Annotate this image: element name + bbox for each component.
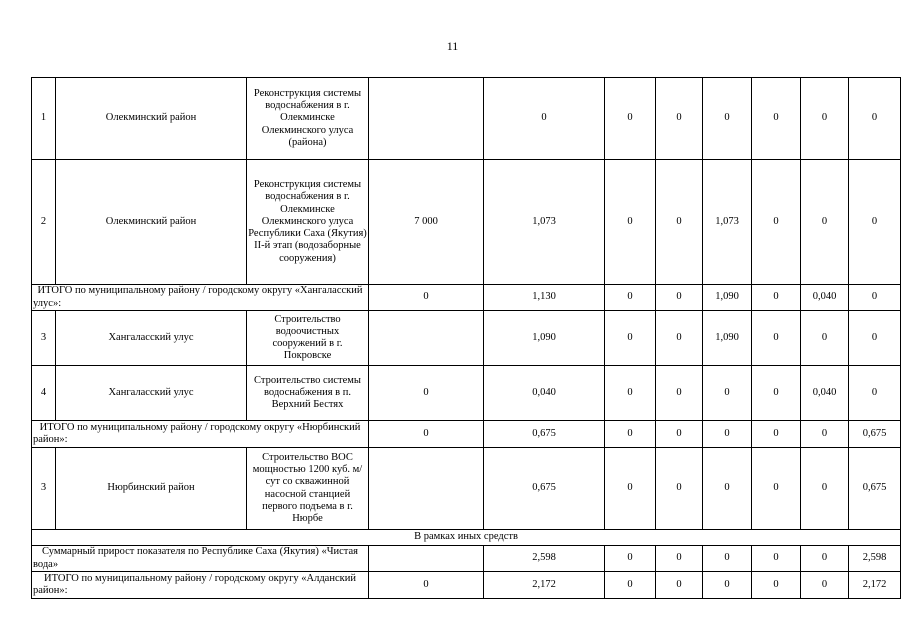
district-cell: Олекминский район	[56, 160, 247, 285]
value-cell	[369, 546, 484, 572]
value-cell: 1,073	[703, 160, 752, 285]
table-row	[32, 78, 901, 160]
value-cell: 0	[801, 546, 849, 572]
value-cell: 0	[369, 572, 484, 599]
value-cell: 0	[484, 78, 605, 160]
value-cell: 0	[703, 546, 752, 572]
value-cell: 0	[656, 285, 703, 311]
value-cell: 0	[605, 448, 656, 530]
section-header-row	[32, 530, 901, 546]
value-cell: 0	[656, 366, 703, 421]
summary-row	[32, 546, 901, 572]
total-label: ИТОГО по муниципальному району / городскому округу «Хангаласский улус»:	[32, 285, 369, 311]
value-cell: 0	[605, 366, 656, 421]
value-cell: 0	[703, 78, 752, 160]
table-row	[32, 311, 901, 366]
row-number: 3	[32, 448, 56, 530]
total-row	[32, 285, 901, 311]
value-cell: 2,598	[849, 546, 901, 572]
section-header: В рамках иных средств	[32, 530, 901, 546]
value-cell: 0	[752, 311, 801, 366]
value-cell: 0	[605, 311, 656, 366]
value-cell: 0	[656, 421, 703, 448]
value-cell: 0	[656, 448, 703, 530]
value-cell: 2,172	[849, 572, 901, 599]
value-cell: 1,130	[484, 285, 605, 311]
value-cell: 0	[703, 421, 752, 448]
value-cell: 2,172	[484, 572, 605, 599]
value-cell: 0	[656, 572, 703, 599]
project-cell: Реконструкция системы водоснабжения в г. Олекминске Олекминского улуса (района)	[247, 78, 369, 160]
value-cell: 0	[752, 421, 801, 448]
row-number: 2	[32, 160, 56, 285]
summary-label: Суммарный прирост показателя по Республике Саха (Якутия) «Чистая вода»	[32, 546, 369, 572]
value-cell: 0	[752, 572, 801, 599]
page-number: 11	[446, 39, 459, 53]
row-number: 3	[32, 311, 56, 366]
value-cell: 1,073	[484, 160, 605, 285]
value-cell: 0	[849, 311, 901, 366]
value-cell: 0	[752, 366, 801, 421]
value-cell: 0	[369, 421, 484, 448]
value-cell: 0	[752, 448, 801, 530]
value-cell: 7 000	[369, 160, 484, 285]
value-cell: 0	[656, 311, 703, 366]
row-number: 1	[32, 78, 56, 160]
total-label: ИТОГО по муниципальному району / городскому округу «Алданский район»:	[32, 572, 369, 599]
total-label: ИТОГО по муниципальному району / городскому округу «Нюрбинский район»:	[32, 421, 369, 448]
value-cell: 0	[656, 546, 703, 572]
value-cell: 1,090	[484, 311, 605, 366]
value-cell: 0	[849, 160, 901, 285]
value-cell	[369, 448, 484, 530]
value-cell: 1,090	[703, 311, 752, 366]
district-cell: Хангаласский улус	[56, 366, 247, 421]
value-cell: 0	[703, 366, 752, 421]
value-cell: 0,675	[484, 448, 605, 530]
value-cell: 0	[703, 448, 752, 530]
project-cell: Строительство водоочистных сооружений в г. Покровске	[247, 311, 369, 366]
value-cell: 0	[801, 311, 849, 366]
value-cell: 0,675	[849, 448, 901, 530]
district-cell: Нюрбинский район	[56, 448, 247, 530]
value-cell: 0,675	[849, 421, 901, 448]
district-cell: Олекминский район	[56, 78, 247, 160]
total-row	[32, 572, 901, 599]
value-cell: 0	[752, 160, 801, 285]
value-cell: 0	[801, 160, 849, 285]
table-row	[32, 366, 901, 421]
value-cell: 0	[605, 572, 656, 599]
value-cell: 0	[849, 366, 901, 421]
value-cell: 0	[605, 160, 656, 285]
project-cell: Реконструкция системы водоснабжения в г. Олекминске Олекминского улуса Республики Саха (Якутия) II-й этап (водозаборные сооружения)	[247, 160, 369, 285]
value-cell: 0	[605, 421, 656, 448]
value-cell: 0,040	[801, 366, 849, 421]
value-cell: 0	[849, 78, 901, 160]
value-cell: 0,040	[801, 285, 849, 311]
value-cell: 0	[752, 78, 801, 160]
value-cell: 0	[369, 366, 484, 421]
district-cell: Хангаласский улус	[56, 311, 247, 366]
value-cell: 0	[703, 572, 752, 599]
table-row	[32, 448, 901, 530]
value-cell: 0	[656, 78, 703, 160]
value-cell: 0,675	[484, 421, 605, 448]
value-cell	[369, 78, 484, 160]
value-cell	[369, 311, 484, 366]
value-cell: 1,090	[703, 285, 752, 311]
value-cell: 0	[801, 448, 849, 530]
total-row	[32, 421, 901, 448]
project-cell: Строительство ВОС мощностью 1200 куб. м/сут со скважинной насосной станцией первого подъема в г. Нюрбе	[247, 448, 369, 530]
value-cell: 0	[801, 572, 849, 599]
value-cell: 0	[752, 285, 801, 311]
table-row	[32, 160, 901, 285]
value-cell: 0	[801, 421, 849, 448]
value-cell: 0	[656, 160, 703, 285]
value-cell: 0	[605, 285, 656, 311]
value-cell: 0,040	[484, 366, 605, 421]
value-cell: 0	[849, 285, 901, 311]
value-cell: 0	[801, 78, 849, 160]
value-cell: 2,598	[484, 546, 605, 572]
value-cell: 0	[369, 285, 484, 311]
value-cell: 0	[752, 546, 801, 572]
data-table	[31, 77, 901, 599]
row-number: 4	[32, 366, 56, 421]
value-cell: 0	[605, 546, 656, 572]
value-cell: 0	[605, 78, 656, 160]
project-cell: Строительство системы водоснабжения в п. Верхний Бестях	[247, 366, 369, 421]
